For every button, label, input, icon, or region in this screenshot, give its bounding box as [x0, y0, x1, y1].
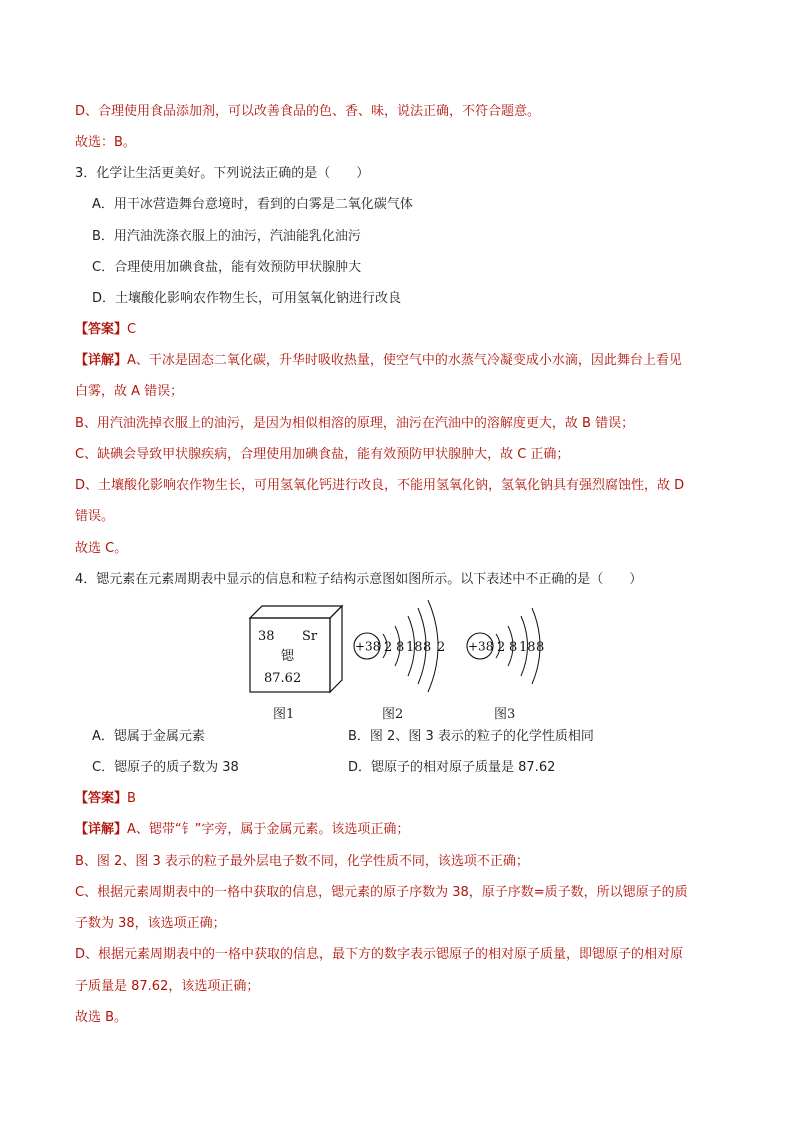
- q3-detail-b: B、用汽油洗掉衣服上的油污，是因为相似相溶的原理，油污在汽油中的溶解度更大，故 B 错误；: [75, 416, 635, 431]
- fig2-shell-3: 18: [406, 640, 423, 655]
- fig3-nucleus: +38: [468, 639, 494, 654]
- q3-detail-a: [75, 352, 682, 370]
- q3-answer-tag: 【答案】: [75, 322, 128, 337]
- q3-detail-d-cont: 错误。: [75, 509, 115, 524]
- q4-detail-d: D、根据元素周期表中的一格中获取的信息，最下方的数字表示锶原子的相对原子质量，即锶原子的相对原: [75, 947, 684, 962]
- fig1-atomic-number: 38: [258, 629, 275, 644]
- q3-detail-d: D、土壤酸化影响农作物生长，可用氢氧化钙进行改良，不能用氢氧化钠，氢氧化钠具有强烈腐蚀性，故 D: [75, 478, 685, 493]
- fig2-shell-2: 8: [396, 640, 405, 655]
- fig2-caption: 图2: [382, 707, 404, 722]
- q4-option-c: C．锶原子的质子数为 38: [92, 760, 239, 775]
- q4-detail-b: B、图 2、图 3 表示的粒子最外层电子数不同，化学性质不同，该选项不正确；: [75, 854, 529, 869]
- q4-option-b: B．图 2、图 3 表示的粒子的化学性质相同: [348, 729, 594, 744]
- fig2-shell-1: 2: [384, 640, 393, 655]
- q4-answer-value: B: [127, 791, 136, 806]
- q4-detail-c-cont: 子数为 38，该选项正确；: [75, 916, 226, 931]
- fig2-shell-5: 2: [437, 640, 446, 655]
- q3-detail-a-cont: 白雾，故 A 错误；: [75, 384, 184, 399]
- fig3-shell-2: 8: [509, 640, 518, 655]
- fig3-shell-1: 2: [497, 640, 506, 655]
- q3-option-a: A．用干冰营造舞台意境时，看到的白雾是二氧化碳气体: [92, 197, 413, 212]
- fig1-atomic-mass: 87.62: [264, 671, 302, 686]
- fig2-shell-4: 8: [423, 640, 432, 655]
- q3-answer: [75, 321, 136, 339]
- prev-answer-conclusion: 故选：B。: [75, 135, 136, 150]
- figure-3-ion-structure: [463, 600, 559, 692]
- q4-option-d: D．锶原子的相对原子质量是 87.62: [348, 760, 556, 775]
- q4-stem: 4．锶元素在元素周期表中显示的信息和粒子结构示意图如图所示。以下表述中不正确的是（ ）: [75, 572, 643, 587]
- fig1-element-name: 锶: [281, 649, 295, 664]
- fig1-caption: 图1: [273, 707, 295, 722]
- q3-stem: 3．化学让生活更美好。下列说法正确的是（ ）: [75, 166, 370, 181]
- q4-detail-d-cont: 子质量是 87.62，该选项正确；: [75, 979, 260, 994]
- q3-option-d: D．土壤酸化影响农作物生长，可用氢氧化钠进行改良: [92, 291, 402, 306]
- q3-option-c: C．合理使用加碘食盐，能有效预防甲状腺肿大: [92, 260, 362, 275]
- q4-detail-c: C、根据元素周期表中的一格中获取的信息，锶元素的原子序数为 38，原子序数=质子数，所以锶原子的质: [75, 885, 688, 900]
- figure-2-atom-structure: [350, 596, 466, 696]
- fig1-symbol: Sr: [302, 629, 318, 644]
- q4-detail-a: [75, 821, 409, 839]
- q3-conclusion: 故选 C。: [75, 541, 128, 556]
- q4-answer-tag: 【答案】: [75, 791, 128, 806]
- q3-detail-a-text: A、干冰是固态二氧化碳，升华时吸收热量，使空气中的水蒸气冷凝变成小水滴，因此舞台上看见: [127, 353, 682, 368]
- q4-detail-tag: 【详解】: [75, 822, 128, 837]
- q4-detail-a-text: A、锶带“钅”字旁，属于金属元素。该选项正确；: [127, 822, 410, 837]
- q3-detail-tag: 【详解】: [75, 353, 128, 368]
- q4-answer: [75, 790, 136, 808]
- q3-option-b: B．用汽油洗涤衣服上的油污，汽油能乳化油污: [92, 229, 361, 244]
- q3-answer-value: C: [127, 322, 137, 337]
- figure-1-element-cell: [248, 604, 344, 696]
- fig3-shell-3: 18: [519, 640, 536, 655]
- fig2-nucleus: +38: [355, 639, 381, 654]
- q4-conclusion: 故选 B。: [75, 1010, 128, 1025]
- q3-detail-c: C、缺碘会导致甲状腺疾病，合理使用加碘食盐，能有效预防甲状腺肿大，故 C 正确；: [75, 447, 570, 462]
- q4-option-a: A．锶属于金属元素: [92, 729, 205, 744]
- fig3-caption: 图3: [494, 707, 516, 722]
- fig3-shell-4: 8: [536, 640, 545, 655]
- prev-answer-line-d: D、合理使用食品添加剂，可以改善食品的色、香、味，说法正确，不符合题意。: [75, 104, 541, 119]
